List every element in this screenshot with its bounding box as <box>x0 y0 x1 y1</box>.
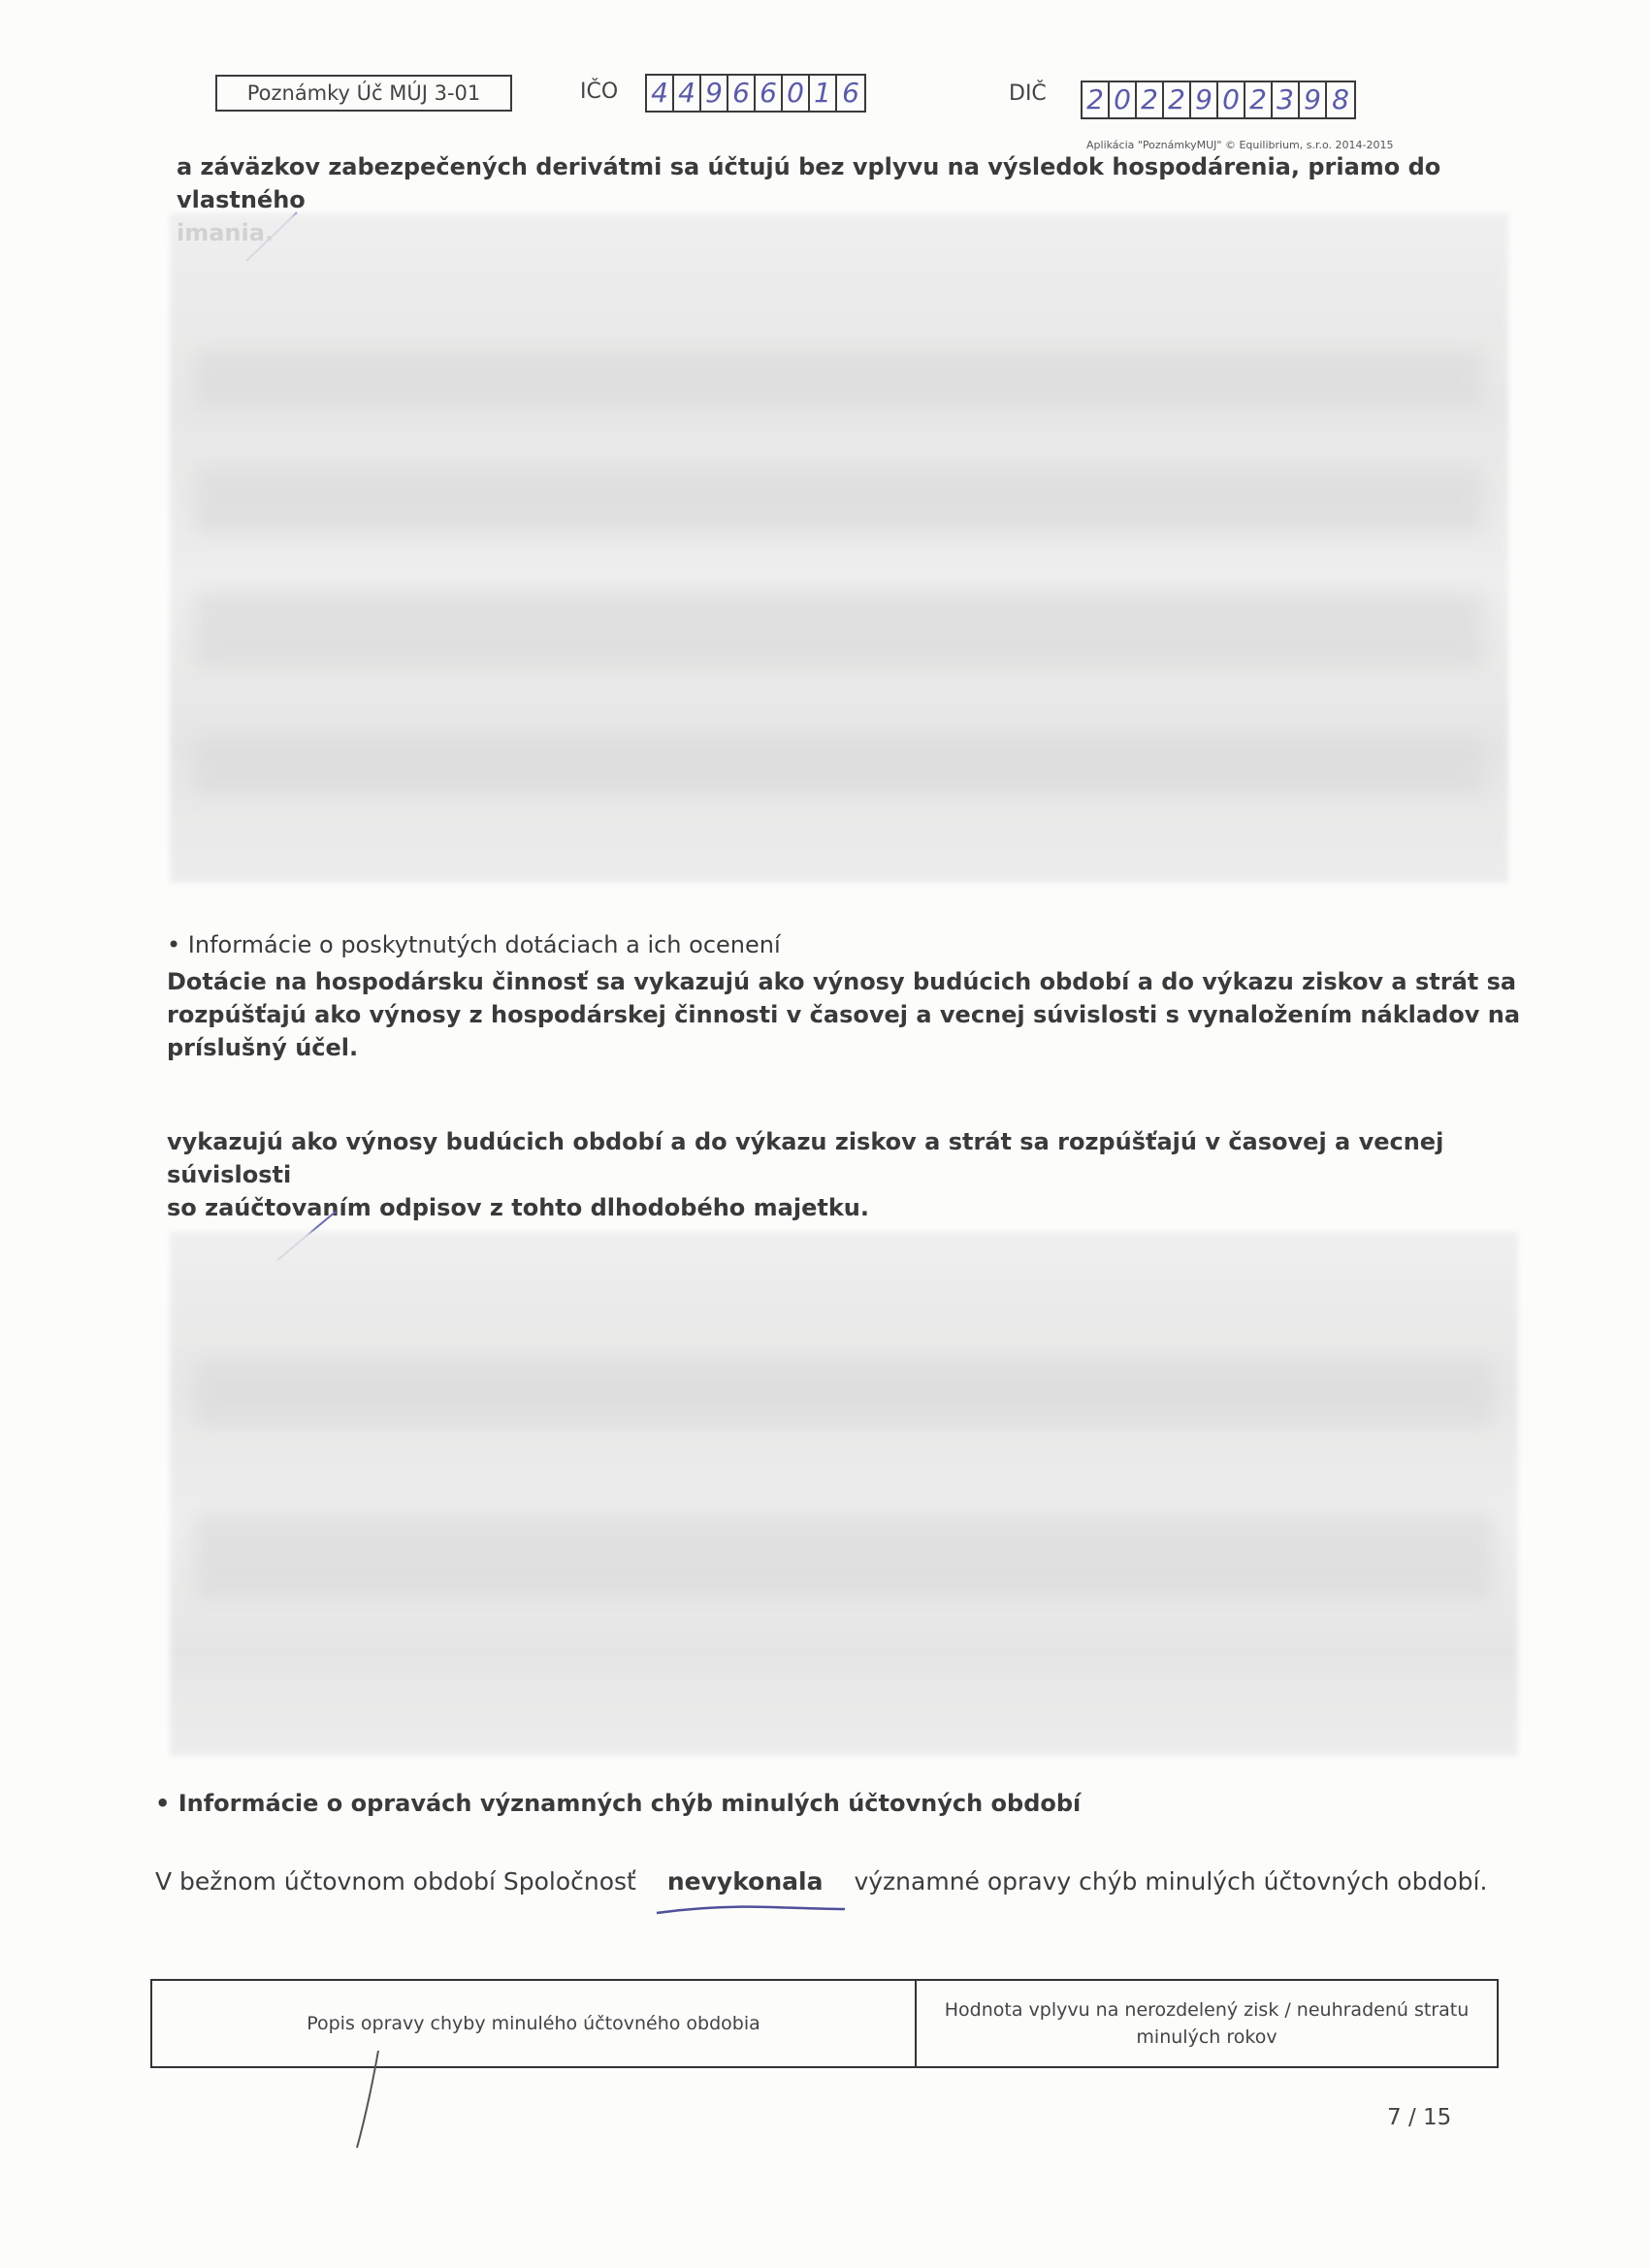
top-paragraph-line: a záväzkov zabezpečených derivátmi sa účtujú bez vplyvu na výsledok hospodárenia, priamo do vlastného <box>177 153 1441 213</box>
paragraph-line: rozpúšťajú ako výnosy z hospodárskej činnosti v časovej a vecnej súvislosti s vynaložením nákladov na <box>167 1001 1521 1028</box>
digit-box: 0 <box>1218 82 1245 117</box>
corrections-heading <box>155 1790 1081 1817</box>
redacted-band <box>194 1513 1494 1601</box>
table-header-text: Popis opravy chyby minulého účtovného obdobia <box>307 2013 760 2034</box>
grants-heading-text: Informácie o poskytnutých dotáciach a ich ocenení <box>187 931 781 958</box>
ico-digit-boxes <box>645 74 866 113</box>
app-copyright-note: Aplikácia "PoznámkyMUJ" © Equilibrium, s.r.o. 2014-2015 <box>1086 139 1394 151</box>
paragraph-line: vykazujú ako výnosy budúcich období a do výkazu ziskov a strát sa rozpúšťajú v časovej a vecnej súvislosti <box>167 1128 1444 1188</box>
pen-underline-icon <box>655 1901 849 1919</box>
digit-box: 1 <box>810 76 837 111</box>
redacted-area <box>170 1232 1518 1756</box>
form-label: Poznámky Úč MÚJ 3-01 <box>246 81 481 105</box>
redacted-band <box>194 1358 1494 1426</box>
table-header-text: Hodnota vplyvu na nerozdelený zisk / neuhradenú stratu <box>944 1999 1470 2021</box>
digit-box: 9 <box>1191 82 1218 117</box>
redacted-band <box>194 737 1484 795</box>
digit-box: 2 <box>1137 82 1164 117</box>
sentence-end: významné opravy chýb minulých účtovných období. <box>854 1867 1488 1895</box>
table-header-value <box>917 1981 1497 2066</box>
sentence-start: V bežnom účtovnom období Spoločnosť <box>155 1867 636 1895</box>
dic-label: DIČ <box>1009 81 1047 106</box>
redacted-band <box>194 349 1484 407</box>
digit-box: 2 <box>1083 82 1110 117</box>
digit-box: 8 <box>1332 83 1349 115</box>
corrections-sentence <box>155 1867 1533 1895</box>
digit-box: 2 <box>1245 82 1273 117</box>
ico-label: IČO <box>580 80 619 104</box>
digit-box: 2 <box>1164 82 1191 117</box>
corrections-heading-text: Informácie o opravách významných chýb minulých účtovných období <box>178 1790 1082 1817</box>
table-header-description <box>152 1981 917 2066</box>
grants-heading <box>167 931 781 958</box>
table-header-text: minulých rokov <box>1136 2026 1277 2048</box>
digit-box: 4 <box>647 76 674 111</box>
digit-box: 6 <box>728 76 756 111</box>
digit-box: 4 <box>674 76 701 111</box>
grants-paragraph-1 <box>167 965 1525 1064</box>
paragraph-line: Dotácie na hospodársku činnosť sa vykazujú ako výnosy budúcich období a do výkazu ziskov a strát sa <box>167 968 1517 995</box>
redacted-band <box>194 592 1484 669</box>
selected-option[interactable]: nevykonala <box>666 1867 824 1895</box>
bullet-icon: • <box>155 1790 178 1817</box>
page-number: 7 / 15 <box>1387 2105 1452 2130</box>
digit-box: 3 <box>1273 82 1300 117</box>
redacted-band <box>194 466 1484 534</box>
digit-box: 6 <box>756 76 783 111</box>
digit-box: 9 <box>701 76 728 111</box>
form-label-box <box>215 75 512 112</box>
digit-box: 0 <box>783 76 810 111</box>
bullet-icon: • <box>167 931 188 958</box>
dic-digit-boxes <box>1081 81 1356 119</box>
digit-box: 0 <box>1110 82 1137 117</box>
paragraph-line: príslušný účel. <box>167 1034 359 1061</box>
paragraph-line: so zaúčtovaním odpisov z tohto dlhodobého majetku. <box>167 1194 869 1221</box>
grants-paragraph-2 <box>167 1125 1525 1224</box>
pen-mark-icon <box>349 2047 388 2154</box>
digit-box: 6 <box>842 77 859 109</box>
digit-box: 9 <box>1300 82 1327 117</box>
